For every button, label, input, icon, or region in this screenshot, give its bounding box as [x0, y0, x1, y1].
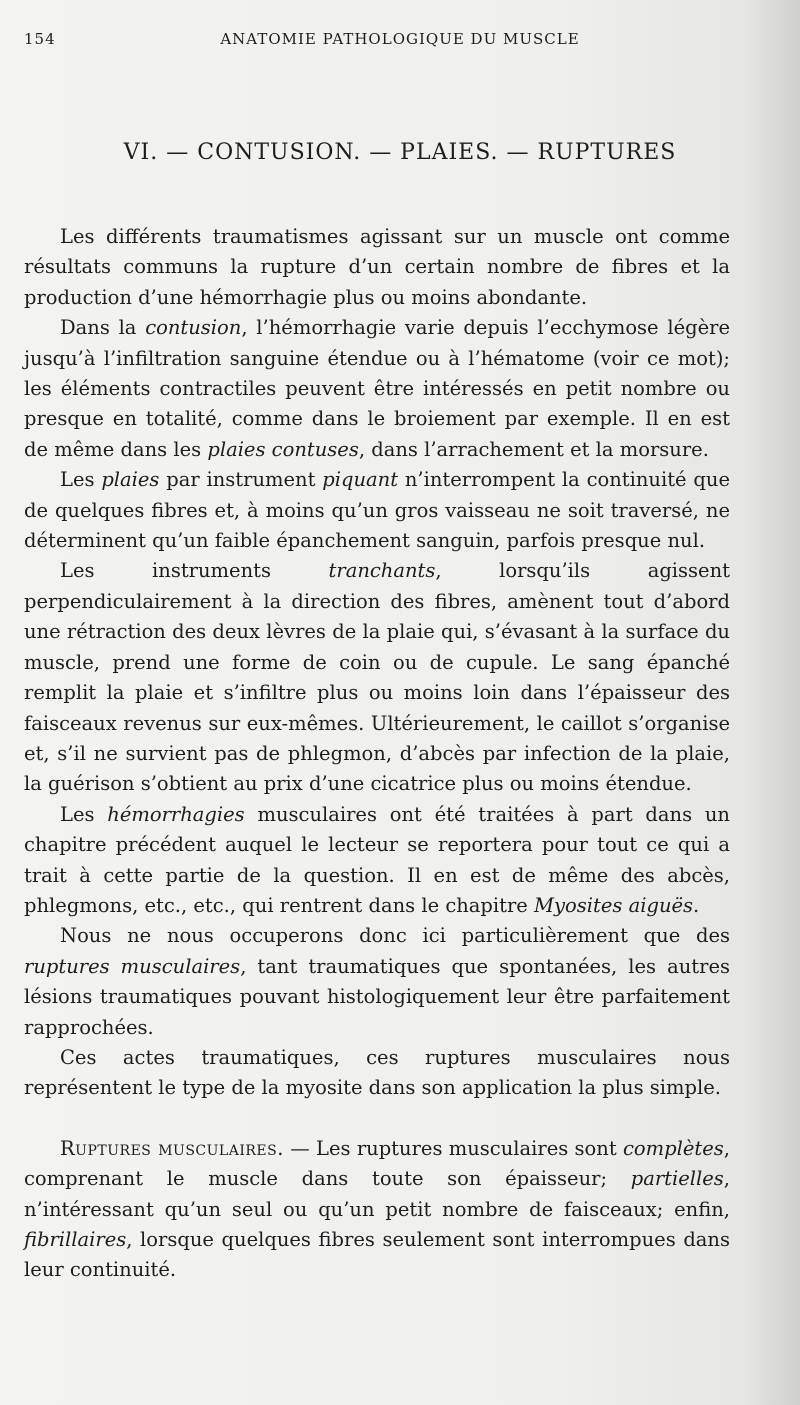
paragraph-5: Les hémorrhagies musculaires ont été traitées à part dans un chapitre précédent auquel le lecteur se reportera pour tout ce qui a trait à cette partie de la question. Il en est de même des abcès, phlegmons, etc., etc., qui rentrent dans le chapitre Myosites aiguës. [24, 802, 730, 917]
paragraph-ruptures-musculaires: Ruptures musculaires. — Les ruptures musculaires sont complètes, comprenant le muscle dans toute son épaisseur; partielles, n’intéressant qu’un seul ou qu’un petit nombre de faisceaux; enfin, fibrillaires, lorsque quelques fibres seulement sont interrompues dans leur continuité. [24, 1136, 730, 1282]
paragraph-lead: Ruptures musculaires. [60, 1136, 284, 1160]
page-number: 154 [24, 30, 56, 48]
body-text [24, 222, 730, 1286]
paragraph-6: Nous ne nous occuperons donc ici particulièrement que des ruptures musculaires, tant traumatiques que spontanées, les autres lésions traumatiques pouvant histologiquement leur être parfaitement rapprochées. [24, 924, 730, 1039]
paragraph-3: Les plaies par instrument piquant n’interrompent la continuité que de quelques fibres et, à moins qu’un gros vaisseau ne soit traversé, ne déterminent qu’un faible épanchement sanguin, parfois presque nul. [24, 468, 730, 553]
paragraph-4: Les instruments tranchants, lorsqu’ils agissent perpendiculairement à la direction des fibres, amènent tout d’abord une rétraction des deux lèvres de la plaie qui, s’évasant à la surface du muscle, prend une forme de coin ou de cupule. Le sang épanché remplit la plaie et s’infiltre plus ou moins loin dans l’épaisseur des faisceaux revenus sur eux-mêmes. Ultérieurement, le caillot s’organise et, s’il ne survient pas de phlegmon, d’abcès par infection de la plaie, la guérison s’obtient au prix d’une cicatrice plus ou moins étendue. [24, 559, 730, 796]
running-header [24, 30, 776, 54]
paragraph-2: Dans la contusion, l’hémorrhagie varie depuis l’ecchymose légère jusqu’à l’infiltration sanguine étendue ou à l’hématome (voir ce mot); les éléments contractiles peuvent être intéressés en petit nombre ou presque en totalité, comme dans le broiement par exemple. Il en est de même dans les plaies contuses, dans l’arrachement et la morsure. [24, 316, 731, 461]
paragraph-1: Les différents traumatismes agissant sur un muscle ont comme résultats communs la rupture d’un certain nombre de fibres et la production d’une hémorrhagie plus ou moins abondante. [24, 225, 730, 309]
paragraph-7: Ces actes traumatiques, ces ruptures musculaires nous représentent le type de la myosite dans son application la plus simple. [24, 1045, 730, 1100]
section-title: VI. — CONTUSION. — PLAIES. — RUPTURES [123, 140, 677, 165]
running-title: ANATOMIE PATHOLOGIQUE DU MUSCLE [220, 30, 580, 48]
